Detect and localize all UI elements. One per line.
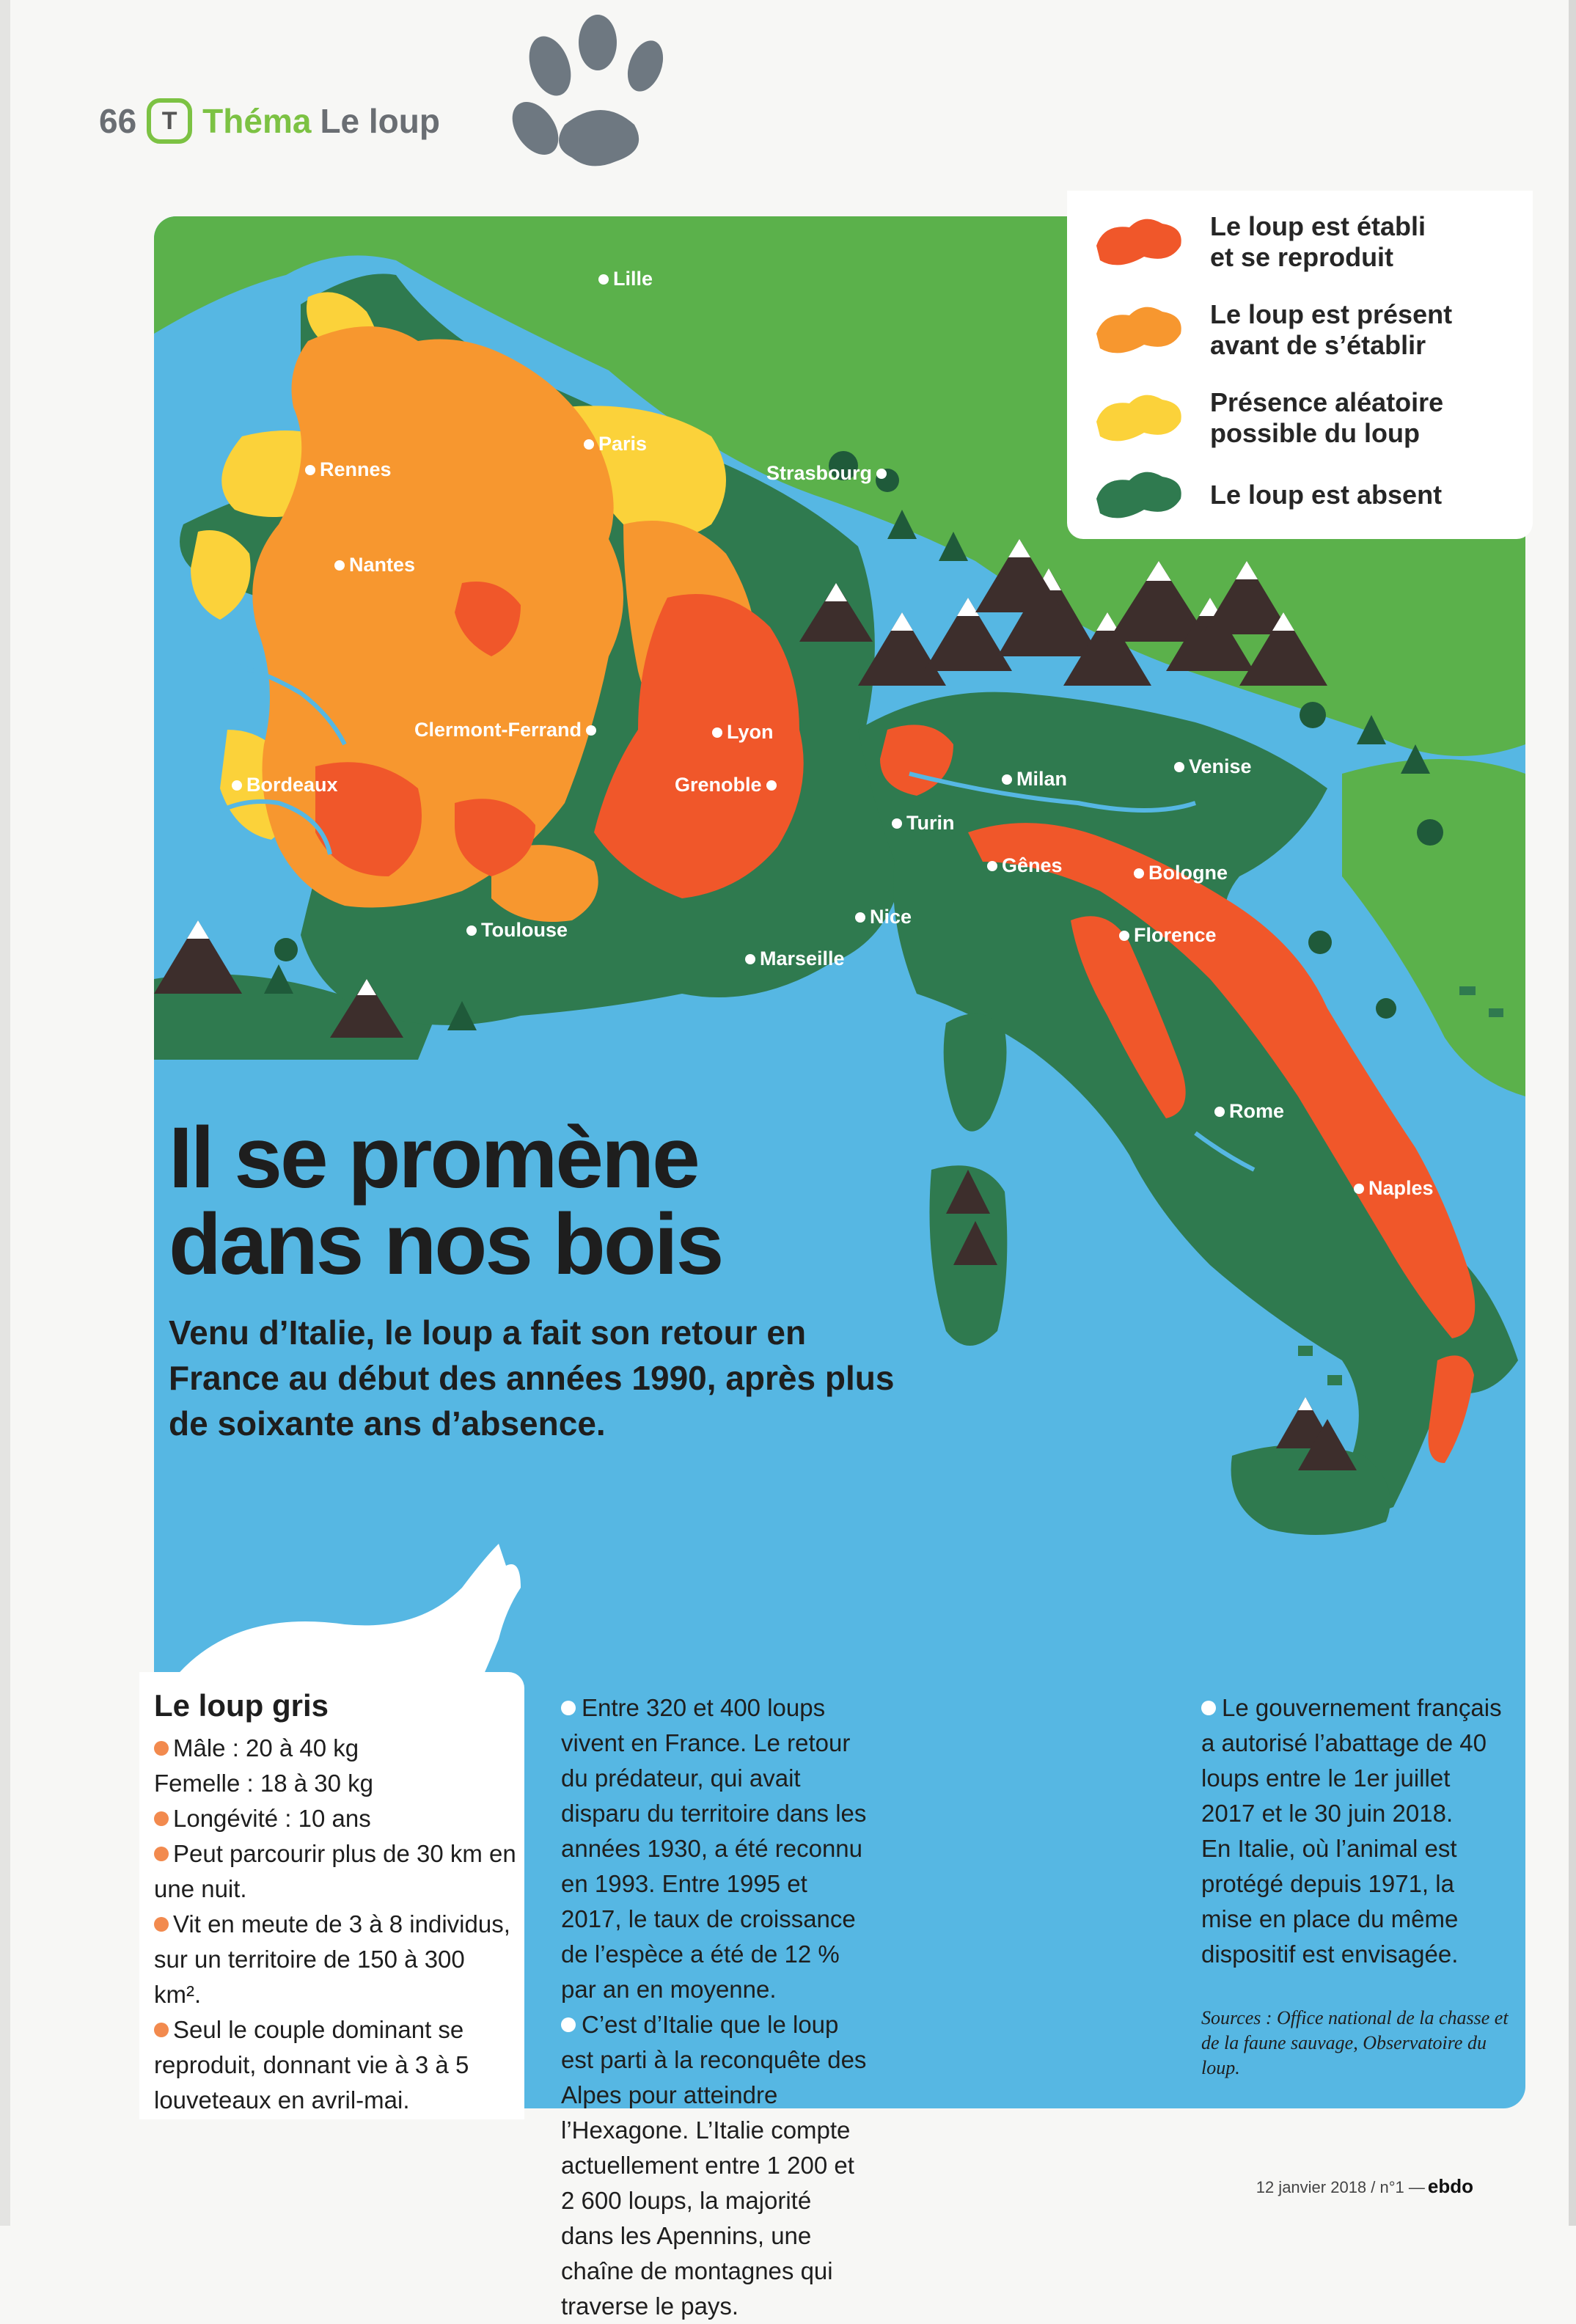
page-edge-left xyxy=(0,0,10,2226)
article-column-3 xyxy=(1201,1690,1509,1972)
fact-breeding: Seul le couple dominant se reproduit, donnant vie à 3 à 5 louveteaux en avril-mai. xyxy=(154,2016,469,2114)
white-bullet-icon xyxy=(1201,1701,1216,1715)
sources-note: Sources : Office national de la chasse et de la faune sauvage, Observatoire du loup. xyxy=(1201,2007,1509,2078)
city-milan: Milan xyxy=(997,768,1067,791)
article-column-1b xyxy=(561,2007,869,2324)
legend-swatch-present xyxy=(1089,301,1188,359)
page-footer xyxy=(1256,2175,1473,2198)
orange-bullet-icon xyxy=(154,1811,169,1826)
legend-established: Le loup est établi et se reproduit xyxy=(1089,205,1522,279)
city-marseille: Marseille xyxy=(741,947,845,970)
factbox-title: Le loup gris xyxy=(154,1688,329,1723)
fact-travel: Peut parcourir plus de 30 km en une nuit. xyxy=(154,1840,516,1902)
brand-logo: ebdo xyxy=(1427,2175,1473,2197)
wolf-pawprint-icon xyxy=(506,15,675,176)
issue-info: 12 janvier 2018 / n°1 — xyxy=(1256,2178,1425,2196)
city-clermont: Clermont-Ferrand xyxy=(414,719,601,741)
legend-absent: Le loup est absent xyxy=(1089,458,1522,532)
city-rome: Rome xyxy=(1210,1100,1284,1123)
section-name: Théma xyxy=(202,102,312,140)
city-rennes: Rennes xyxy=(301,458,392,481)
thema-badge-icon: T xyxy=(147,98,192,144)
article-paragraph: Le gouvernement français a autorisé l’abattage de 40 loups entre le 1er juillet 2017 et le 30 juin 2018. xyxy=(1201,1694,1502,1827)
legend-present: Le loup est présent avant de s’établir xyxy=(1089,293,1522,367)
wolf-factbox xyxy=(139,1672,524,2119)
article-paragraph: Entre 320 et 400 loups vivent en France. Le retour du prédateur, qui avait disparu du territoire dans les années 1930, a été reconnu en 1993. Entre 1995 et 2017, le taux de croissance de l’espèce a été de 12 % par an en moyenne. xyxy=(561,1694,867,2003)
map-legend xyxy=(1067,191,1533,539)
section-topic: Le loup xyxy=(320,102,440,140)
legend-swatch-established xyxy=(1089,213,1188,271)
article-column-1 xyxy=(561,1690,869,2007)
legend-swatch-random xyxy=(1089,389,1188,447)
fact-pack: Vit en meute de 3 à 8 individus, sur un territoire de 150 à 300 km². xyxy=(154,1910,510,2008)
fact-longevity: Longévité : 10 ans xyxy=(154,1801,517,1836)
city-venise: Venise xyxy=(1170,755,1252,778)
article-headline xyxy=(169,1110,902,1446)
page-edge-right xyxy=(1569,0,1576,2226)
orange-bullet-icon xyxy=(154,1917,169,1932)
city-strasbourg: Strasbourg xyxy=(766,462,891,485)
city-bordeaux: Bordeaux xyxy=(227,774,338,796)
city-toulouse: Toulouse xyxy=(462,919,568,942)
city-naples: Naples xyxy=(1349,1177,1434,1200)
legend-swatch-absent xyxy=(1089,466,1188,524)
article-paragraph: En Italie, où l’animal est protégé depuis 1971, la mise en place du même dispositif est envisagée. xyxy=(1201,1835,1459,1968)
city-bologne: Bologne xyxy=(1129,862,1228,884)
orange-bullet-icon xyxy=(154,1741,169,1756)
white-bullet-icon xyxy=(561,1701,576,1715)
city-paris: Paris xyxy=(579,433,647,455)
city-lyon: Lyon xyxy=(708,721,774,744)
headline-title: Il se promène dans nos bois xyxy=(169,1110,722,1293)
fact-weight: Mâle : 20 à 40 kg Femelle : 18 à 30 kg xyxy=(154,1734,373,1797)
page-number: 66 xyxy=(99,102,137,140)
legend-random: Présence aléatoire possible du loup xyxy=(1089,381,1522,455)
orange-bullet-icon xyxy=(154,2023,169,2037)
city-florence: Florence xyxy=(1115,924,1217,947)
city-nice: Nice xyxy=(851,906,912,928)
city-grenoble: Grenoble xyxy=(675,774,781,796)
orange-bullet-icon xyxy=(154,1847,169,1861)
headline-subtitle: Venu d’Italie, le loup a fait son retour en France au début des années 1990, après plus de soixante ans d’absence. xyxy=(169,1313,895,1443)
city-nantes: Nantes xyxy=(330,554,415,576)
city-lille: Lille xyxy=(594,268,653,290)
page-header xyxy=(99,92,440,150)
city-turin: Turin xyxy=(887,812,954,835)
article-paragraph: C’est d’Italie que le loup est parti à la reconquête des Alpes pour atteindre l’Hexagone. L’Italie compte actuellement entre 1 200 et 2 600 loups, la majorité dans les Apennins, une chaîne de montagnes qui traverse le pays. xyxy=(561,2011,867,2320)
white-bullet-icon xyxy=(561,2017,576,2032)
city-genes: Gênes xyxy=(983,854,1063,877)
